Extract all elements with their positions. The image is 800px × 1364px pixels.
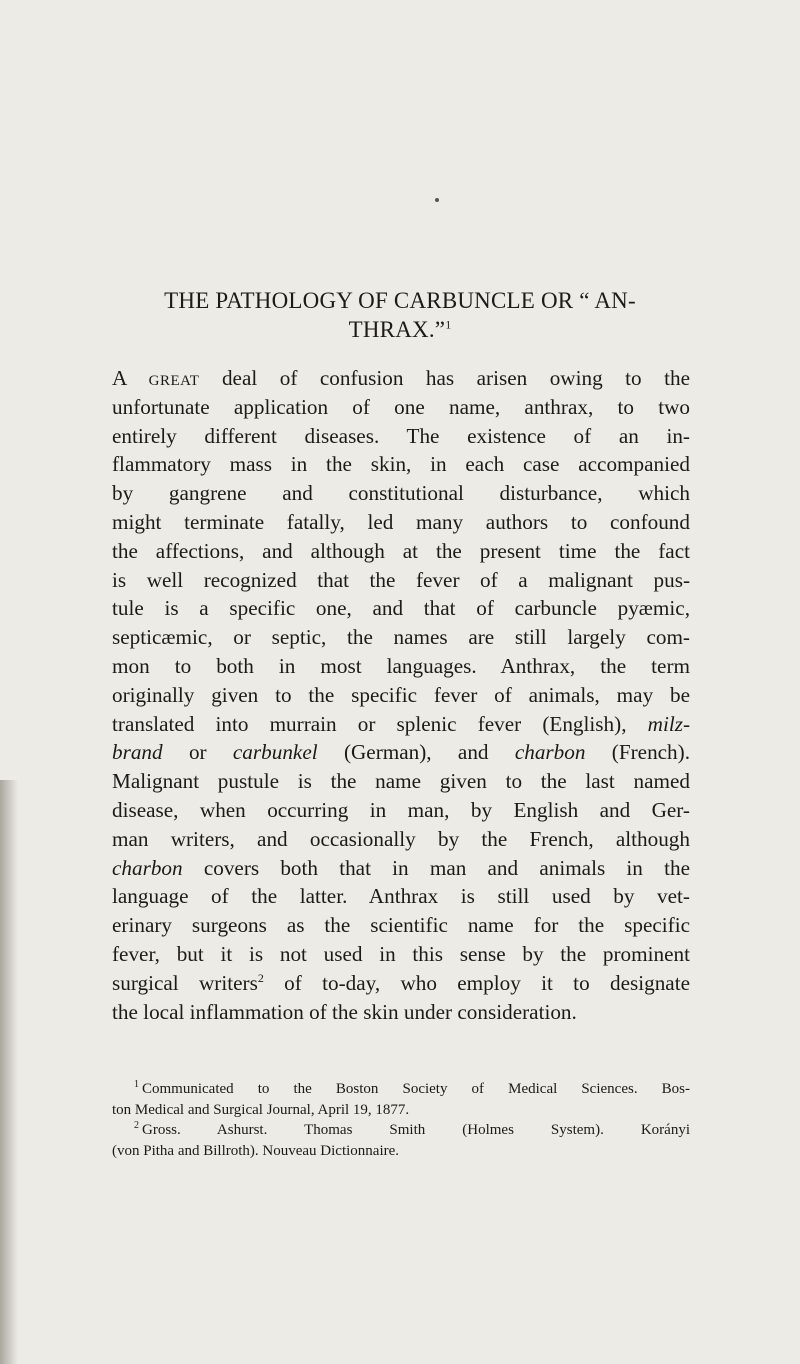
body-line-12: originally given to the specific fever of animals, may be (112, 682, 690, 707)
footnotes (112, 1079, 690, 1161)
body-line-5: by gangrene and constitutional disturbance, which (112, 481, 690, 506)
title-line-2: THRAX.” (348, 317, 446, 342)
footnote-2-line-2: (von Pitha and Billroth). Nouveau Dictionnaire. (112, 1142, 400, 1159)
term-charbon-french: charbon (514, 740, 586, 765)
title-footnote-mark: 1 (445, 317, 452, 332)
drop-word-great: great (148, 366, 200, 390)
term-carbunkel: carbunkel (232, 740, 318, 765)
body-line-17: man writers, and occasionally by the French, although (112, 826, 690, 851)
title-line-1: THE PATHOLOGY OF CARBUNCLE OR “ AN- (164, 288, 636, 313)
body-line-3: entirely different diseases. The existence of an in- (112, 423, 690, 448)
body-line-13: translated into murrain or splenic fever (English), milz- (112, 711, 691, 736)
body-line-21: fever, but it is not used in this sense by the prominent (112, 941, 690, 966)
footnote-1-line-2: ton Medical and Surgical Journal, April 19, 1877. (112, 1101, 410, 1118)
article-title (70, 286, 730, 344)
term-charbon: charbon (112, 855, 183, 880)
body-line-22: surgical writers$^2$ of to-day, who employ it to designate (112, 970, 690, 995)
drop-word-a: A (112, 366, 127, 390)
body-line-7: the affections, and although at the present time the fact (112, 538, 690, 563)
body-line-15: Malignant pustule is the name given to the last named (112, 769, 690, 794)
body-line-6: might terminate fatally, led many authors to confound (112, 509, 690, 534)
page-edge-shadow (0, 780, 18, 1364)
body-line-1: A great deal of confusion has arisen owing to the (112, 366, 690, 390)
term-brand: brand (112, 740, 163, 765)
footnote-mark-2: 2 (257, 970, 264, 985)
body-line-23: the local inflammation of the skin under consideration. (112, 999, 577, 1024)
body-line-2: unfortunate application of one name, anthrax, to two (112, 394, 690, 419)
body-line-11: mon to both in most languages. Anthrax, the term (112, 653, 690, 678)
body-line-14: brand or carbunkel (German), and charbon (French). (112, 740, 691, 765)
body-line-8: is well recognized that the fever of a malignant pus- (112, 567, 690, 592)
article-body (112, 364, 690, 1026)
speck-mark (435, 198, 439, 202)
footnote-2-line-1: $^2$ Gross. Ashurst. Thomas Smith (Holmes System). Korányi (134, 1120, 690, 1138)
body-line-18: charbon covers both that in man and animals in the (112, 855, 690, 880)
body-line-20: erinary surgeons as the scientific name for the specific (112, 913, 690, 938)
body-line-19: language of the latter. Anthrax is still used by vet- (112, 884, 690, 909)
body-line-16: disease, when occurring in man, by English and Ger- (112, 797, 690, 822)
body-line-10: septicæmic, or septic, the names are still largely com- (112, 625, 690, 650)
term-milz: milz- (647, 711, 691, 736)
body-line-9: tule is a specific one, and that of carbuncle pyæmic, (112, 596, 690, 621)
body-line-4: flammatory mass in the skin, in each case accompanied (112, 452, 690, 477)
footnote-1-line-1: $^1$ Communicated to the Boston Society of Medical Sciences. Bos- (134, 1079, 690, 1097)
